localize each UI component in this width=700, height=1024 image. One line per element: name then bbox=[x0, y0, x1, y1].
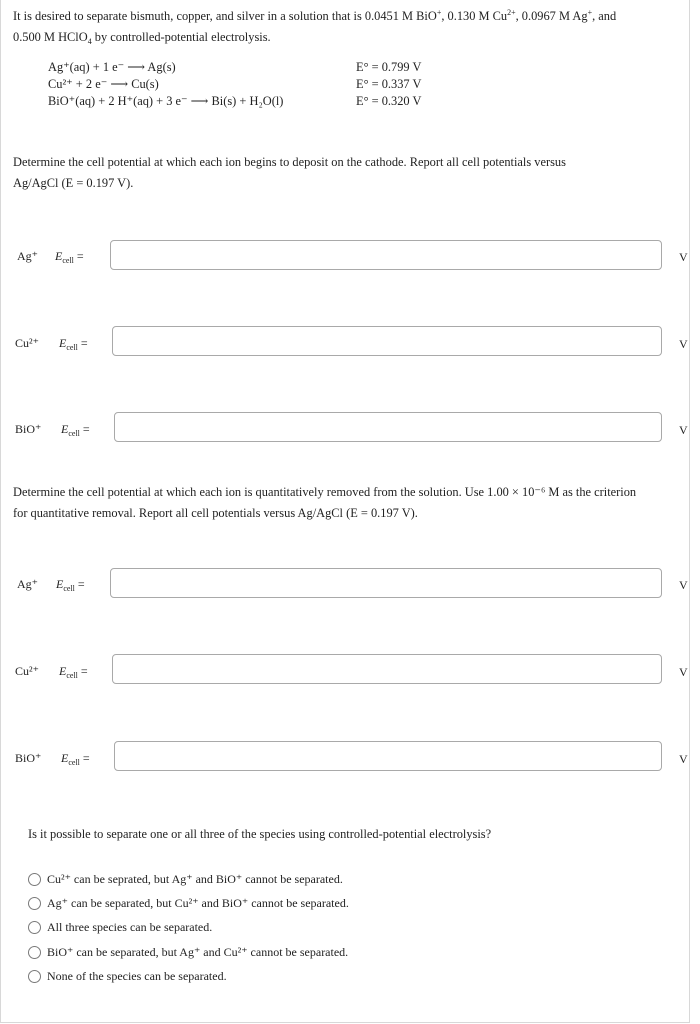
ecell-label: $E_{cell}$ = bbox=[59, 336, 88, 352]
ecell-label: $E_{cell}$ = bbox=[55, 249, 84, 265]
ion-label-ag: Ag⁺ bbox=[17, 249, 38, 263]
intro-paragraph bbox=[13, 6, 616, 48]
intro-line-1: It is desired to separate bismuth, copper, and silver in a solution that is 0.0451 M BiO+, 0.130 M $Cu^{2+}$, 0.0967 M Ag+, and bbox=[13, 8, 617, 23]
radio-button[interactable] bbox=[28, 946, 41, 959]
part1-line-2: Ag/AgCl (E = 0.197 V). bbox=[13, 176, 134, 190]
radio-button[interactable] bbox=[28, 921, 41, 934]
option-ag-separated[interactable] bbox=[28, 894, 349, 912]
unit-volts: V bbox=[679, 578, 688, 592]
unit-volts: V bbox=[679, 337, 688, 351]
radio-button[interactable] bbox=[28, 897, 41, 910]
ecell-label: $E_{cell}$ = bbox=[61, 751, 90, 767]
option-all-separated[interactable] bbox=[28, 918, 212, 936]
ion-label-bio: BiO⁺ bbox=[15, 751, 42, 765]
radio-button[interactable] bbox=[28, 873, 41, 886]
unit-volts: V bbox=[679, 752, 688, 766]
part1-question bbox=[13, 152, 566, 194]
option-label: BiO⁺ can be separated, but Ag⁺ and Cu²⁺ cannot be separated. bbox=[47, 944, 349, 959]
unit-volts: V bbox=[679, 665, 688, 679]
ecell-input-bio-deposit[interactable] bbox=[114, 412, 662, 442]
ecell-label: $E_{cell}$ = bbox=[56, 577, 85, 593]
ion-label-ag: Ag⁺ bbox=[17, 577, 38, 591]
intro-line-2: 0.500 M HClO$_4$ by controlled-potential electrolysis. bbox=[13, 30, 271, 46]
option-label: Cu²⁺ can be seprated, but Ag⁺ and BiO⁺ cannot be separated. bbox=[47, 871, 343, 886]
ecell-input-ag-deposit[interactable] bbox=[110, 240, 662, 270]
ecell-input-cu-deposit[interactable] bbox=[112, 326, 662, 356]
reaction-3: BiO⁺(aq) + 2 H⁺(aq) + 3 e⁻ ⟶ Bi(s) + H₂O(l) bbox=[48, 94, 284, 108]
reaction-2-potential: E° = 0.337 V bbox=[356, 77, 422, 91]
part2-line-1: Determine the cell potential at which each ion is quantitatively removed from the solution. Use 1.00 × 10⁻⁶ M as the criterion bbox=[13, 485, 637, 499]
option-label: None of the species can be separated. bbox=[47, 968, 227, 983]
unit-volts: V bbox=[679, 423, 688, 437]
part1-line-1: Determine the cell potential at which each ion begins to deposit on the cathode. Report all cell potentials versus bbox=[13, 155, 566, 169]
option-label: All three species can be separated. bbox=[47, 919, 213, 934]
unit-volts: V bbox=[679, 250, 688, 264]
part2-question bbox=[13, 482, 636, 524]
option-bio-separated[interactable] bbox=[28, 943, 348, 961]
ecell-input-cu-removal[interactable] bbox=[112, 654, 662, 684]
option-cu-separated[interactable] bbox=[28, 870, 343, 888]
reaction-1-potential: E° = 0.799 V bbox=[356, 60, 422, 74]
reaction-2: Cu²⁺ + 2 e⁻ ⟶ Cu(s) bbox=[48, 77, 159, 91]
reaction-3-potential: E° = 0.320 V bbox=[356, 94, 422, 108]
reaction-1: Ag⁺(aq) + 1 e⁻ ⟶ Ag(s) bbox=[48, 60, 176, 74]
ecell-input-bio-removal[interactable] bbox=[114, 741, 662, 771]
option-none-separated[interactable] bbox=[28, 967, 227, 985]
ion-label-cu: Cu²⁺ bbox=[15, 336, 39, 350]
part3-question: Is it possible to separate one or all three of the species using controlled-potential electrolysis? bbox=[28, 827, 492, 841]
ecell-label: $E_{cell}$ = bbox=[61, 422, 90, 438]
ion-label-cu: Cu²⁺ bbox=[15, 664, 39, 678]
part2-line-2: for quantitative removal. Report all cell potentials versus Ag/AgCl (E = 0.197 V). bbox=[13, 506, 418, 520]
ecell-label: $E_{cell}$ = bbox=[59, 664, 88, 680]
ecell-input-ag-removal[interactable] bbox=[110, 568, 662, 598]
radio-button[interactable] bbox=[28, 970, 41, 983]
ion-label-bio: BiO⁺ bbox=[15, 422, 42, 436]
option-label: Ag⁺ can be separated, but Cu²⁺ and BiO⁺ cannot be separated. bbox=[47, 895, 349, 910]
